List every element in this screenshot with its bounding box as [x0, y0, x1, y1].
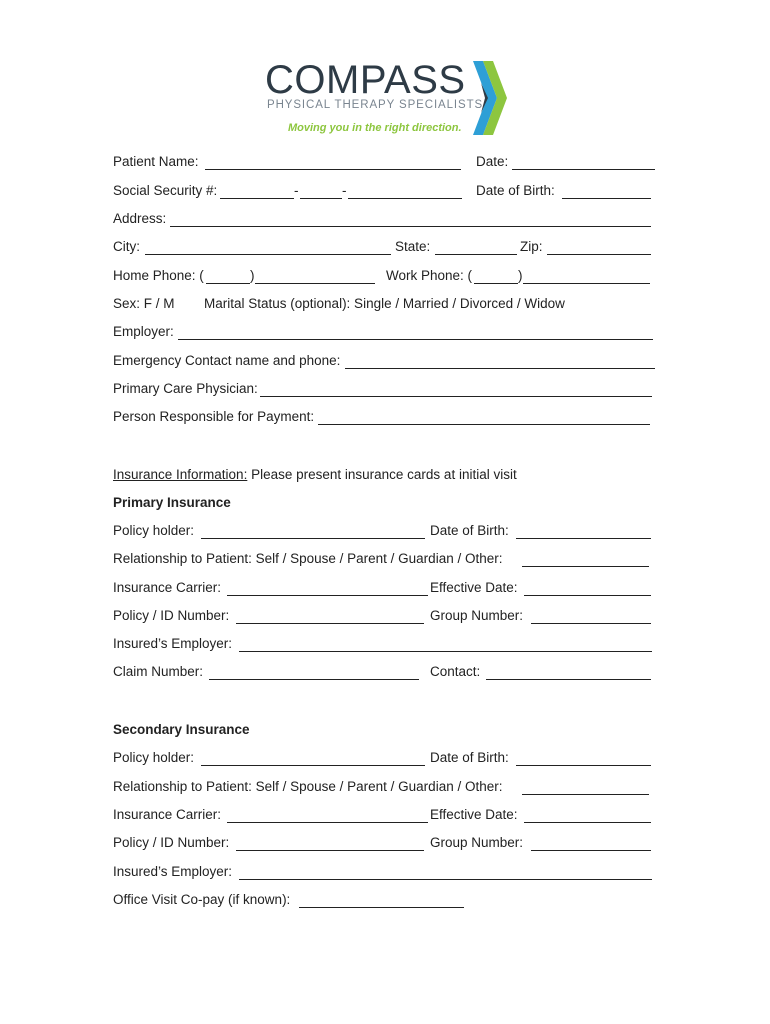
insurance-info-line	[113, 466, 517, 484]
patient-name-label: Patient Name:	[113, 154, 199, 169]
primary-policy-id-label: Policy / ID Number:	[113, 608, 230, 623]
work-phone-field[interactable]	[523, 283, 650, 284]
primary-group-number-field[interactable]	[531, 623, 651, 624]
emergency-contact-field[interactable]	[345, 368, 655, 369]
primary-contact-field[interactable]	[486, 679, 651, 680]
home-phone-area-field[interactable]	[206, 283, 250, 284]
secondary-effective-date-label: Effective Date:	[430, 807, 518, 822]
secondary-policy-id-label: Policy / ID Number:	[113, 835, 230, 850]
sex-options[interactable]: Sex: F / M	[113, 296, 175, 311]
primary-carrier-field[interactable]	[227, 595, 428, 596]
primary-insurance-heading: Primary Insurance	[113, 495, 231, 510]
address-label: Address:	[113, 211, 167, 226]
secondary-carrier-field[interactable]	[227, 822, 428, 823]
work-phone-area-field[interactable]	[474, 283, 518, 284]
primary-carrier-label: Insurance Carrier:	[113, 580, 222, 595]
work-phone-label: Work Phone: (	[386, 268, 473, 283]
primary-policy-id-field[interactable]	[236, 623, 424, 624]
secondary-insured-employer-label: Insured’s Employer:	[113, 864, 233, 879]
ssn-dash-1: -	[294, 183, 299, 198]
secondary-relationship-other-field[interactable]	[522, 794, 649, 795]
primary-relationship-other-field[interactable]	[522, 566, 649, 567]
secondary-relationship-options[interactable]: Relationship to Patient: Self / Spouse / Parent / Guardian / Other:	[113, 779, 503, 794]
secondary-policy-id-field[interactable]	[236, 850, 424, 851]
primary-insured-employer-label: Insured’s Employer:	[113, 636, 233, 651]
employer-label: Employer:	[113, 324, 174, 339]
employer-field[interactable]	[178, 339, 653, 340]
pcp-label: Primary Care Physician:	[113, 381, 258, 396]
insurance-info-heading: Insurance Information:	[113, 467, 248, 482]
pcp-field[interactable]	[260, 396, 652, 397]
primary-group-number-label: Group Number:	[430, 608, 524, 623]
home-phone-field[interactable]	[255, 283, 375, 284]
ssn-part2-field[interactable]	[300, 198, 342, 199]
primary-relationship-options[interactable]: Relationship to Patient: Self / Spouse / Parent / Guardian / Other:	[113, 551, 503, 566]
responsible-party-field[interactable]	[318, 424, 650, 425]
ssn-part3-field[interactable]	[348, 198, 462, 199]
work-phone-paren: )	[518, 268, 523, 283]
primary-dob-label: Date of Birth:	[430, 523, 509, 538]
secondary-dob-field[interactable]	[516, 765, 651, 766]
secondary-group-number-field[interactable]	[531, 850, 651, 851]
primary-claim-number-field[interactable]	[209, 679, 419, 680]
city-label: City:	[113, 239, 140, 254]
primary-contact-label: Contact:	[430, 664, 481, 679]
logo-subtitle: PHYSICAL THERAPY SPECIALISTS	[267, 99, 484, 111]
primary-claim-number-label: Claim Number:	[113, 664, 204, 679]
primary-insured-employer-field[interactable]	[239, 651, 652, 652]
primary-dob-field[interactable]	[516, 538, 651, 539]
secondary-effective-date-field[interactable]	[524, 822, 651, 823]
city-field[interactable]	[145, 254, 391, 255]
secondary-insurance-heading: Secondary Insurance	[113, 722, 250, 737]
state-field[interactable]	[435, 254, 517, 255]
home-phone-paren: )	[250, 268, 255, 283]
primary-effective-date-label: Effective Date:	[430, 580, 518, 595]
secondary-group-number-label: Group Number:	[430, 835, 524, 850]
dob-field[interactable]	[562, 198, 651, 199]
state-label: State:	[395, 239, 431, 254]
home-phone-label: Home Phone: (	[113, 268, 204, 283]
ssn-dash-2: -	[342, 183, 347, 198]
zip-label: Zip:	[520, 239, 543, 254]
date-field[interactable]	[512, 169, 655, 170]
secondary-insured-employer-field[interactable]	[239, 879, 652, 880]
secondary-policy-holder-label: Policy holder:	[113, 750, 195, 765]
dob-label: Date of Birth:	[476, 183, 555, 198]
secondary-carrier-label: Insurance Carrier:	[113, 807, 222, 822]
copay-field[interactable]	[299, 907, 464, 908]
secondary-policy-holder-field[interactable]	[201, 765, 425, 766]
address-field[interactable]	[170, 226, 651, 227]
ssn-label: Social Security #:	[113, 183, 218, 198]
logo-tagline: Moving you in the right direction.	[288, 122, 462, 134]
secondary-dob-label: Date of Birth:	[430, 750, 509, 765]
primary-effective-date-field[interactable]	[524, 595, 651, 596]
compass-chevron-icon	[473, 61, 509, 135]
responsible-party-label: Person Responsible for Payment:	[113, 409, 315, 424]
primary-policy-holder-field[interactable]	[201, 538, 425, 539]
emergency-contact-label: Emergency Contact name and phone:	[113, 353, 341, 368]
marital-status-options[interactable]: Marital Status (optional): Single / Married / Divorced / Widow	[204, 296, 565, 311]
copay-label: Office Visit Co-pay (if known):	[113, 892, 291, 907]
date-label: Date:	[476, 154, 509, 169]
zip-field[interactable]	[547, 254, 651, 255]
compass-logo	[263, 58, 513, 140]
ssn-part1-field[interactable]	[220, 198, 294, 199]
insurance-info-note: Please present insurance cards at initial visit	[247, 467, 517, 482]
patient-name-field[interactable]	[205, 169, 461, 170]
primary-policy-holder-label: Policy holder:	[113, 523, 195, 538]
logo-wordmark: COMPASS	[265, 58, 466, 102]
